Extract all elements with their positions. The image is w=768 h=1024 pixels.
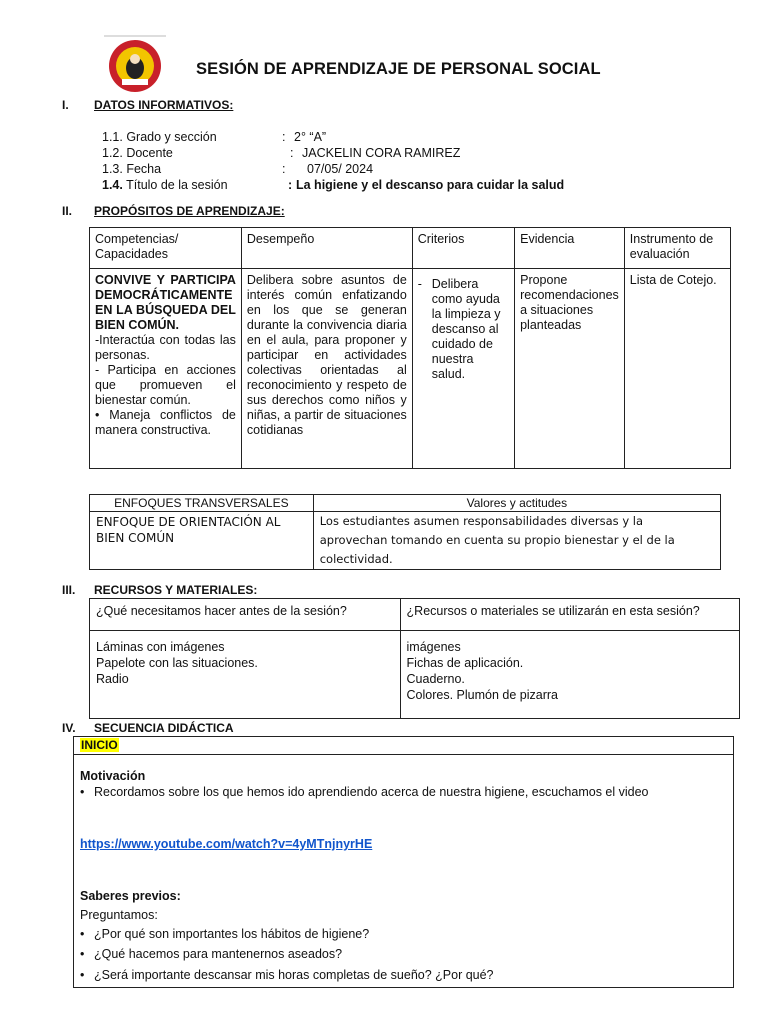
info-sep: : bbox=[282, 130, 286, 144]
inicio-bar bbox=[74, 737, 733, 755]
pregunta-item bbox=[80, 968, 720, 982]
list-item: Cuaderno. bbox=[406, 672, 465, 686]
list-item: Radio bbox=[96, 672, 129, 686]
preguntamos-label: Preguntamos: bbox=[80, 908, 158, 922]
header-cell: Instrumento de evaluación bbox=[624, 228, 730, 269]
secuencia-box bbox=[73, 736, 734, 988]
info-value: 2° “A” bbox=[294, 130, 327, 144]
session-title-value: La higiene y el descanso para cuidar la salud bbox=[296, 178, 565, 192]
pregunta-text: ¿Qué hacemos para mantenernos aseados? bbox=[94, 947, 343, 961]
document-title: SESIÓN DE APRENDIZAJE DE PERSONAL SOCIAL bbox=[196, 60, 601, 78]
info-sep: : bbox=[288, 178, 293, 192]
pregunta-text: ¿Será importante descansar mis horas completas de sueño? ¿Por qué? bbox=[94, 968, 494, 982]
header-cell: Valores y actitudes bbox=[313, 495, 720, 512]
instrumento-cell: Lista de Cotejo. bbox=[624, 269, 730, 469]
info-value: 07/05/ 2024 bbox=[307, 162, 374, 176]
video-link[interactable]: https://www.youtube.com/watch?v=4yMTnjnyrHE bbox=[80, 837, 373, 851]
section-title: PROPÓSITOS DE APRENDIZAJE: bbox=[94, 204, 285, 218]
capacidad-item: -Interactúa con todas las personas. bbox=[95, 333, 236, 362]
list-item: Fichas de aplicación. bbox=[406, 656, 524, 670]
info-sep: : bbox=[282, 162, 286, 176]
header-cell: Competencias/ Capacidades bbox=[90, 228, 242, 269]
list-item: Láminas con imágenes bbox=[96, 640, 225, 654]
enfoque-cell: ENFOQUE DE ORIENTACIÓN AL BIEN COMÚN bbox=[90, 512, 314, 570]
info-label: 1.2. Docente bbox=[102, 146, 173, 160]
capacidad-item: - Participa en acciones que promueven el bienestar común. bbox=[95, 363, 236, 407]
info-sep: : bbox=[290, 146, 294, 160]
section-number: IV. bbox=[62, 721, 76, 735]
section-number: II. bbox=[62, 204, 73, 218]
motivacion-item bbox=[80, 785, 700, 800]
capacidad-item: • Maneja conflictos de manera constructiva. bbox=[95, 408, 236, 437]
info-label: 1.1. Grado y sección bbox=[102, 130, 217, 144]
table-header-row bbox=[90, 495, 721, 512]
criterio-text: Delibera como ayuda la limpieza y descanso al cuidado de nuestra salud. bbox=[431, 277, 501, 381]
school-logo bbox=[100, 35, 170, 93]
info-label: 1.3. Fecha bbox=[102, 162, 162, 176]
motivacion-title: Motivación bbox=[80, 769, 146, 783]
inicio-label: INICIO bbox=[81, 738, 118, 752]
table-header-row bbox=[90, 228, 731, 269]
evidencia-cell: Propone recomendaciones a situaciones planteadas bbox=[515, 269, 625, 469]
enfoques-table bbox=[89, 494, 721, 570]
section-number: I. bbox=[62, 98, 69, 112]
list-item: imágenes bbox=[406, 640, 461, 654]
section-2-heading bbox=[62, 204, 285, 218]
pregunta-item bbox=[80, 927, 700, 941]
desempeno-cell: Delibera sobre asuntos de interés común enfatizando en los que se generan durante la convivencia diaria en el aula, para proponer y participar en actividades colectivas orientadas al reconocimiento y respeto de sus derechos como niños y niñas, a partir de situaciones cotidianas bbox=[241, 269, 412, 469]
section-title: DATOS INFORMATIVOS: bbox=[94, 98, 234, 112]
section-title: SECUENCIA DIDÁCTICA bbox=[94, 721, 234, 735]
info-label-num: 1.4. bbox=[102, 178, 123, 192]
header-cell: Evidencia bbox=[515, 228, 625, 269]
section-title: RECURSOS Y MATERIALES: bbox=[94, 583, 258, 597]
criterios-cell: - Delibera como ayuda la limpieza y descanso al cuidado de nuestra salud. bbox=[412, 269, 514, 469]
header-cell: ¿Qué necesitamos hacer antes de la sesión? bbox=[90, 599, 401, 631]
bullet-icon: • bbox=[80, 785, 85, 799]
pregunta-text: ¿Por qué son importantes los hábitos de higiene? bbox=[94, 927, 370, 941]
info-value: JACKELIN CORA RAMIREZ bbox=[302, 146, 461, 160]
info-row-grado bbox=[102, 130, 327, 144]
list-item: Colores. Plumón de pizarra bbox=[406, 688, 558, 702]
bullet-icon: • bbox=[80, 947, 85, 961]
competencia-title: CONVIVE Y PARTICIPA DEMOCRÁTICAMENTE EN LA BÚSQUEDA DEL BIEN COMÚN. bbox=[95, 273, 236, 332]
recursos-cell bbox=[400, 631, 739, 719]
propositos-table bbox=[89, 227, 731, 469]
header-cell: ENFOQUES TRANSVERSALES bbox=[90, 495, 314, 512]
info-label: Título de la sesión bbox=[126, 178, 228, 192]
bullet-icon: • bbox=[80, 968, 85, 982]
valores-cell: Los estudiantes asumen responsabilidades diversas y la aprovechan tomando en cuenta su propio bienestar y el de la colectividad. bbox=[313, 512, 720, 570]
list-item: Papelote con las situaciones. bbox=[96, 656, 258, 670]
info-row-titulo bbox=[102, 178, 565, 192]
table-row bbox=[90, 631, 740, 719]
competencias-cell bbox=[90, 269, 242, 469]
table-row bbox=[90, 512, 721, 570]
recursos-table bbox=[89, 598, 740, 719]
pregunta-item bbox=[80, 947, 700, 961]
section-number: III. bbox=[62, 583, 76, 597]
motivacion-text: Recordamos sobre los que hemos ido aprendiendo acerca de nuestra higiene, escuchamos el video bbox=[94, 785, 649, 799]
header-cell: Criterios bbox=[412, 228, 514, 269]
table-row bbox=[90, 269, 731, 469]
info-row-docente bbox=[102, 146, 461, 160]
section-3-heading bbox=[62, 583, 257, 597]
header-cell: Desempeño bbox=[241, 228, 412, 269]
antes-cell bbox=[90, 631, 401, 719]
header-cell: ¿Recursos o materiales se utilizarán en esta sesión? bbox=[400, 599, 739, 631]
bullet-icon: • bbox=[80, 927, 85, 941]
table-header-row bbox=[90, 599, 740, 631]
saberes-title: Saberes previos: bbox=[80, 889, 181, 903]
info-row-fecha bbox=[102, 162, 374, 176]
section-4-heading bbox=[62, 721, 234, 735]
section-1-heading bbox=[62, 98, 233, 112]
